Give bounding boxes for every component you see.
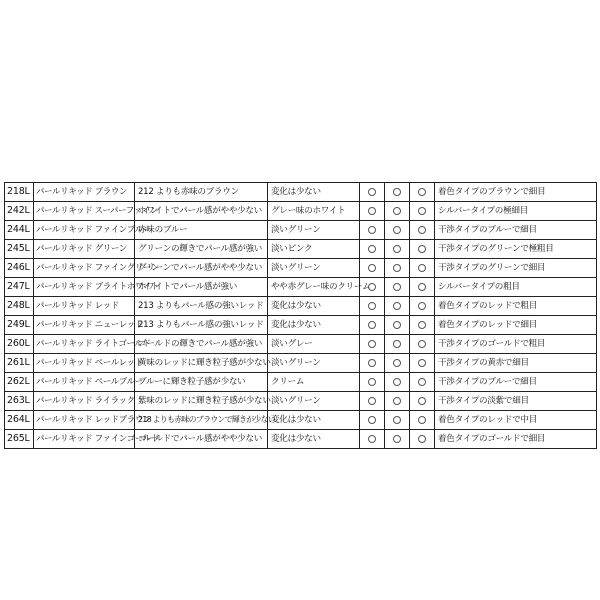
- double-circle-icon: [418, 416, 426, 424]
- product-name: パールリキッド レッド: [36, 301, 119, 311]
- double-circle-icon: [418, 397, 426, 405]
- rating-mark-2-cell: [385, 259, 410, 278]
- product-description: 213 よりもパール感の強いレッド: [138, 301, 264, 311]
- rating-mark-3-cell: [410, 354, 435, 373]
- table-row: [5, 297, 597, 316]
- product-description: 218 よりも赤味のブラウンで輝きが少ない: [138, 415, 276, 424]
- product-note: 着色タイプのゴールドで細目: [438, 434, 546, 444]
- rating-mark-3-cell: [410, 278, 435, 297]
- product-description-cell: [135, 373, 268, 392]
- product-note: 干渉タイプのグリーンで細目: [438, 263, 546, 273]
- product-name: パールリキッド ブライトホワイト: [36, 282, 159, 292]
- product-note: 干渉タイプのブルーで細目: [438, 225, 537, 235]
- rating-mark-2-cell: [385, 221, 410, 240]
- rating-mark-2-cell: [385, 392, 410, 411]
- product-code-cell: [5, 297, 34, 316]
- product-note-cell: [435, 354, 597, 373]
- double-circle-icon: [393, 188, 401, 196]
- rating-mark-3-cell: [410, 373, 435, 392]
- double-circle-icon: [368, 283, 376, 291]
- rating-mark-1-cell: [360, 316, 385, 335]
- product-spec-sheet: [4, 182, 596, 449]
- product-note: 着色タイプのブラウンで細目: [438, 187, 546, 197]
- product-name: パールリキッド ライラック: [36, 396, 135, 406]
- product-note: 着色タイプのレッドで中目: [438, 415, 538, 425]
- double-circle-icon: [393, 359, 401, 367]
- product-description-cell: [135, 335, 268, 354]
- product-description: グリーンでパール感がやや少ない: [138, 263, 263, 273]
- product-code-cell: [5, 221, 34, 240]
- double-circle-icon: [418, 302, 426, 310]
- product-note-cell: [435, 202, 597, 221]
- table-row: [5, 354, 597, 373]
- tone-change-cell: [268, 202, 360, 221]
- double-circle-icon: [368, 397, 376, 405]
- rating-mark-3-cell: [410, 221, 435, 240]
- product-description-cell: [135, 411, 276, 430]
- tone-change: 淡いグリーン: [271, 225, 321, 235]
- product-code-cell: [5, 373, 34, 392]
- double-circle-icon: [418, 283, 426, 291]
- rating-mark-1-cell: [360, 392, 385, 411]
- rating-mark-1-cell: [360, 430, 385, 449]
- product-description-cell: [135, 259, 268, 278]
- product-note: 干渉タイプの黄赤で細目: [438, 358, 529, 368]
- tone-change-cell: [268, 221, 360, 240]
- table-row: [5, 335, 597, 354]
- product-name: パールリキッド スーパーファイン: [36, 206, 159, 216]
- double-circle-icon: [393, 435, 401, 443]
- product-note: シルバータイプの極細目: [438, 206, 528, 216]
- product-description-cell: [135, 202, 268, 221]
- product-description-cell: [135, 354, 271, 373]
- rating-mark-2-cell: [385, 278, 410, 297]
- double-circle-icon: [368, 302, 376, 310]
- product-description: ホワイトでパール感が強い: [138, 282, 238, 292]
- product-name-cell: [34, 430, 160, 449]
- product-code-cell: [5, 335, 34, 354]
- rating-mark-1-cell: [360, 373, 385, 392]
- product-note-cell: [435, 392, 597, 411]
- product-code: 246L: [7, 262, 30, 273]
- table-row: [5, 373, 597, 392]
- product-note-cell: [435, 240, 597, 259]
- product-description: 赤味のブルー: [138, 225, 188, 235]
- product-code: 261L: [7, 357, 30, 368]
- double-circle-icon: [368, 378, 376, 386]
- rating-mark-3-cell: [410, 411, 435, 430]
- product-name: パールリキッド ニューレッド: [36, 320, 144, 330]
- double-circle-icon: [368, 435, 376, 443]
- tone-change: 淡いグリーン: [271, 263, 321, 273]
- product-code: 249L: [7, 319, 30, 330]
- double-circle-icon: [368, 245, 376, 253]
- table-row: [5, 316, 597, 335]
- product-note: 干渉タイプのブルーで細目: [438, 377, 537, 387]
- rating-mark-2-cell: [385, 202, 410, 221]
- product-note: 干渉タイプの淡紫で細目: [438, 396, 529, 406]
- rating-mark-3-cell: [410, 392, 435, 411]
- product-name-cell: [34, 335, 151, 354]
- product-note-cell: [435, 430, 597, 449]
- double-circle-icon: [418, 264, 426, 272]
- product-code: 247L: [7, 281, 30, 292]
- rating-mark-3-cell: [410, 240, 435, 259]
- product-name-cell: [34, 240, 135, 259]
- double-circle-icon: [368, 359, 376, 367]
- product-code: 244L: [7, 224, 30, 235]
- product-code: 218L: [7, 186, 30, 197]
- rating-mark-2-cell: [385, 297, 410, 316]
- product-note: 着色タイプのレッドで細目: [438, 320, 538, 330]
- product-name: パールリキッド ファイングリーン: [36, 263, 159, 273]
- product-name-cell: [34, 183, 135, 202]
- double-circle-icon: [393, 283, 401, 291]
- double-circle-icon: [418, 226, 426, 234]
- product-name-cell: [34, 202, 159, 221]
- double-circle-icon: [393, 321, 401, 329]
- product-name-cell: [34, 354, 143, 373]
- double-circle-icon: [368, 207, 376, 215]
- product-note-cell: [435, 297, 597, 316]
- table-row: [5, 183, 597, 202]
- product-note-cell: [435, 411, 597, 430]
- double-circle-icon: [418, 359, 426, 367]
- rating-mark-2-cell: [385, 335, 410, 354]
- product-description: ゴールドでパール感がやや少ない: [138, 434, 263, 444]
- product-name-cell: [34, 278, 159, 297]
- double-circle-icon: [393, 207, 401, 215]
- rating-mark-2-cell: [385, 240, 410, 259]
- product-note-cell: [435, 221, 597, 240]
- product-code: 263L: [7, 395, 30, 406]
- rating-mark-1-cell: [360, 202, 385, 221]
- rating-mark-2-cell: [385, 430, 410, 449]
- rating-mark-3-cell: [410, 430, 435, 449]
- tone-change: やや赤グレー味のクリーム: [271, 282, 371, 292]
- tone-change-cell: [268, 278, 371, 297]
- double-circle-icon: [368, 264, 376, 272]
- table-row: [5, 221, 597, 240]
- product-name-cell: [34, 259, 159, 278]
- double-circle-icon: [393, 416, 401, 424]
- product-name: パールリキッド ファインゴールド: [36, 434, 160, 444]
- table-row: [5, 430, 597, 449]
- product-code-cell: [5, 354, 34, 373]
- product-description: グリーンの輝きでパール感が強い: [138, 244, 263, 254]
- product-description-cell: [135, 316, 268, 335]
- product-code: 262L: [7, 376, 30, 387]
- product-description: 黄味のレッドに輝き粒子感が少ない: [138, 358, 271, 368]
- rating-mark-1-cell: [360, 411, 385, 430]
- product-note-cell: [435, 183, 597, 202]
- double-circle-icon: [368, 226, 376, 234]
- product-code-cell: [5, 278, 34, 297]
- product-description-cell: [135, 297, 268, 316]
- rating-mark-2-cell: [385, 183, 410, 202]
- product-code-cell: [5, 411, 34, 430]
- product-name-cell: [34, 373, 143, 392]
- double-circle-icon: [418, 245, 426, 253]
- product-code-cell: [5, 202, 34, 221]
- rating-mark-2-cell: [385, 373, 410, 392]
- product-code-cell: [5, 240, 34, 259]
- product-name-cell: [34, 411, 152, 430]
- rating-mark-3-cell: [410, 202, 435, 221]
- product-name: パールリキッド ファインブルー: [36, 225, 151, 235]
- product-note-cell: [435, 316, 597, 335]
- double-circle-icon: [393, 397, 401, 405]
- product-name-cell: [34, 392, 135, 411]
- product-name: パールリキッド ブラウン: [36, 187, 128, 197]
- product-description-cell: [135, 221, 268, 240]
- rating-mark-2-cell: [385, 411, 410, 430]
- double-circle-icon: [393, 302, 401, 310]
- product-name-cell: [34, 221, 151, 240]
- product-name: パールリキッド レッドブラウン: [36, 415, 152, 425]
- rating-mark-1-cell: [360, 335, 385, 354]
- table-row: [5, 240, 597, 259]
- double-circle-icon: [418, 207, 426, 215]
- tone-change-cell: [268, 411, 360, 430]
- double-circle-icon: [393, 378, 401, 386]
- table-row: [5, 259, 597, 278]
- product-code: 260L: [7, 338, 30, 349]
- double-circle-icon: [418, 321, 426, 329]
- product-code-cell: [5, 316, 34, 335]
- rating-mark-2-cell: [385, 354, 410, 373]
- product-code-cell: [5, 183, 34, 202]
- tone-change-cell: [268, 373, 360, 392]
- double-circle-icon: [418, 340, 426, 348]
- double-circle-icon: [393, 245, 401, 253]
- tone-change: 淡いグレー: [271, 339, 313, 349]
- rating-mark-1-cell: [360, 297, 385, 316]
- product-name: パールリキッド ペールレッド: [36, 358, 143, 368]
- product-description: 212 よりも赤味のブラウン: [138, 187, 239, 197]
- product-code: 245L: [7, 243, 30, 254]
- tone-change-cell: [268, 316, 360, 335]
- rating-mark-3-cell: [410, 183, 435, 202]
- product-description-cell: [135, 240, 268, 259]
- table-row: [5, 202, 597, 221]
- product-note: 干渉タイプのグリーンで極粗目: [438, 244, 554, 254]
- table-row: [5, 278, 597, 297]
- product-note: シルバータイプの粗目: [438, 282, 520, 292]
- tone-change-cell: [268, 430, 360, 449]
- product-description: 紫味のレッドに輝き粒子感が少ない: [138, 396, 271, 406]
- rating-mark-3-cell: [410, 316, 435, 335]
- tone-change-cell: [268, 183, 360, 202]
- table-row: [5, 392, 597, 411]
- product-note-cell: [435, 278, 597, 297]
- product-description: ゴールドの輝きでパール感が強い: [138, 339, 263, 349]
- product-description: ホワイトでパール感がやや少ない: [138, 206, 262, 216]
- rating-mark-1-cell: [360, 259, 385, 278]
- tone-change-cell: [268, 392, 360, 411]
- double-circle-icon: [418, 378, 426, 386]
- double-circle-icon: [418, 188, 426, 196]
- double-circle-icon: [393, 340, 401, 348]
- double-circle-icon: [368, 321, 376, 329]
- double-circle-icon: [368, 188, 376, 196]
- table-row: [5, 411, 597, 430]
- tone-change: 変化は少ない: [271, 320, 321, 330]
- rating-mark-3-cell: [410, 335, 435, 354]
- tone-change: 変化は少ない: [271, 434, 321, 444]
- product-note: 着色タイプのレッドで粗目: [438, 301, 538, 311]
- tone-change: 淡いピンク: [271, 244, 313, 254]
- product-description-cell: [135, 392, 271, 411]
- product-name: パールリキッド グリーン: [36, 244, 127, 254]
- tone-change-cell: [268, 297, 360, 316]
- product-description-cell: [135, 183, 268, 202]
- rating-mark-3-cell: [410, 259, 435, 278]
- tone-change: クリーム: [271, 377, 305, 387]
- product-code: 242L: [7, 205, 30, 216]
- double-circle-icon: [368, 340, 376, 348]
- tone-change-cell: [268, 259, 360, 278]
- rating-mark-1-cell: [360, 354, 385, 373]
- tone-change: 変化は少ない: [271, 301, 321, 311]
- rating-mark-2-cell: [385, 316, 410, 335]
- product-code: 248L: [7, 300, 30, 311]
- product-code: 264L: [7, 414, 30, 425]
- double-circle-icon: [418, 435, 426, 443]
- rating-mark-1-cell: [360, 240, 385, 259]
- tone-change-cell: [268, 335, 360, 354]
- product-code-cell: [5, 392, 34, 411]
- tone-change: 変化は少ない: [271, 187, 321, 197]
- product-name: パールリキッド ペールブルー: [36, 377, 143, 387]
- double-circle-icon: [393, 226, 401, 234]
- rating-mark-1-cell: [360, 221, 385, 240]
- table-body: [5, 183, 597, 449]
- tone-change: グレー味のホワイト: [271, 206, 346, 216]
- product-name: パールリキッド ライトゴールド: [36, 339, 151, 349]
- product-description-cell: [135, 278, 268, 297]
- tone-change: 淡いグリーン: [271, 396, 321, 406]
- product-code-cell: [5, 430, 34, 449]
- double-circle-icon: [368, 416, 376, 424]
- rating-mark-3-cell: [410, 297, 435, 316]
- tone-change-cell: [268, 354, 360, 373]
- tone-change: 淡いグリーン: [271, 358, 321, 368]
- product-description-cell: [135, 430, 268, 449]
- product-note-cell: [435, 373, 597, 392]
- tone-change: 変化は少ない: [271, 415, 321, 425]
- product-note: 干渉タイプのゴールドで粗目: [438, 339, 546, 349]
- double-circle-icon: [393, 264, 401, 272]
- product-name-cell: [34, 297, 135, 316]
- tone-change-cell: [268, 240, 360, 259]
- product-code-cell: [5, 259, 34, 278]
- product-code: 265L: [7, 433, 30, 444]
- product-note-cell: [435, 335, 597, 354]
- product-note-cell: [435, 259, 597, 278]
- product-description: ブルーに輝き粒子感が少ない: [138, 377, 246, 387]
- product-description: 213 よりもパール感の強いレッド: [138, 320, 264, 330]
- pearl-liquid-table: [4, 182, 597, 449]
- rating-mark-1-cell: [360, 183, 385, 202]
- product-name-cell: [34, 316, 144, 335]
